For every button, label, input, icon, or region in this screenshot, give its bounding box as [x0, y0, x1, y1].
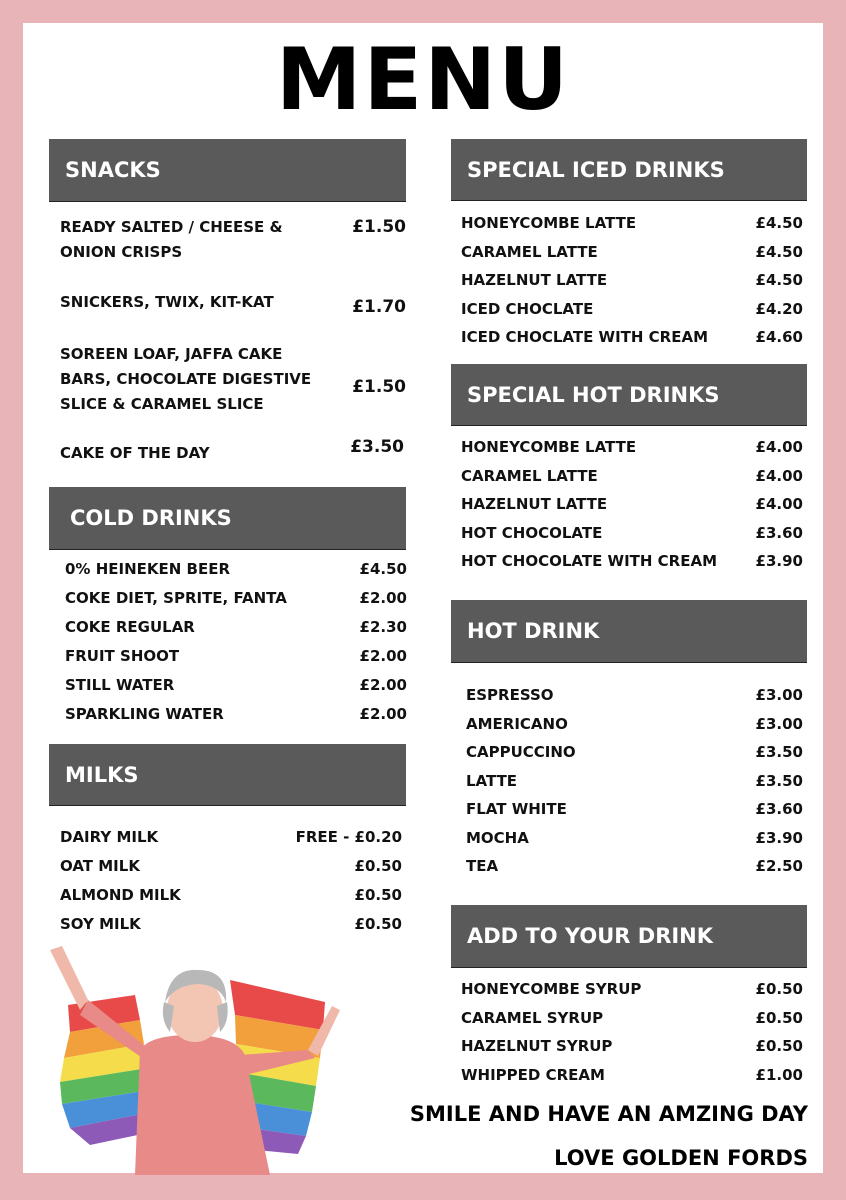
item-price: £2.50 [755, 857, 803, 875]
menu-item [461, 552, 803, 581]
item-price: £1.70 [352, 297, 406, 317]
menu-item [466, 857, 803, 886]
item-name: HOT CHOCOLATE [461, 523, 603, 542]
item-price: £3.60 [755, 800, 803, 818]
item-name: HAZELNUT LATTE [461, 495, 608, 514]
item-name: STILL WATER [65, 676, 175, 694]
menu-item [466, 800, 803, 829]
item-price: £2.00 [359, 589, 407, 607]
item-price: £3.60 [755, 523, 803, 542]
item-name: SNICKERS, TWIX, KIT-KAT [60, 293, 274, 311]
item-price: £1.00 [755, 1066, 803, 1085]
menu-item [461, 271, 803, 300]
item-price: £3.50 [755, 771, 803, 790]
item-name: HONEYCOMBE LATTE [461, 214, 637, 232]
item-price: £4.50 [755, 242, 803, 261]
item-price: £3.50 [755, 743, 803, 761]
item-price: £4.00 [755, 495, 803, 514]
item-price: £4.60 [755, 328, 803, 347]
item-name: ICED CHOCLATE [461, 299, 594, 318]
item-price: £3.00 [755, 686, 803, 704]
item-price: £4.00 [755, 466, 803, 485]
menu-item [461, 1037, 803, 1066]
menu-item [60, 886, 402, 915]
menu-item [466, 829, 803, 858]
special-hot-list [461, 438, 803, 581]
menu-item [65, 618, 407, 647]
item-price: £2.00 [359, 705, 407, 723]
item-price: £4.50 [755, 271, 803, 290]
item-price: FREE - £0.20 [295, 828, 402, 846]
item-name: WHIPPED CREAM [461, 1066, 605, 1085]
special-hot-header [451, 364, 807, 426]
milks-list [60, 828, 402, 944]
menu-item [65, 647, 407, 676]
item-name: HAZELNUT LATTE [461, 271, 608, 290]
menu-item [461, 1009, 803, 1038]
item-name: COKE DIET, SPRITE, FANTA [65, 589, 287, 607]
item-name: HONEYCOMBE SYRUP [461, 980, 642, 998]
rainbow-flag-illustration [40, 940, 350, 1175]
item-name: MOCHA [466, 828, 529, 847]
item-price: £2.30 [359, 618, 407, 636]
cold-drinks-list [65, 560, 407, 734]
item-name: ALMOND MILK [60, 886, 181, 904]
menu-item [65, 676, 407, 705]
milks-heading: MILKS [65, 762, 139, 787]
item-name: CAKE OF THE DAY [60, 444, 210, 462]
menu-item [60, 828, 402, 857]
item-name: FLAT WHITE [466, 800, 567, 818]
menu-item [466, 772, 803, 801]
menu-item [461, 524, 803, 553]
item-name: CAPPUCCINO [466, 743, 576, 761]
item-price: £3.00 [755, 714, 803, 733]
item-name: ICED CHOCLATE WITH CREAM [461, 328, 709, 347]
item-price: £1.50 [352, 377, 406, 397]
cold-drinks-header [49, 487, 406, 550]
item-name: SOREEN LOAF, JAFFA CAKE BARS, CHOCOLATE DIGESTIVE SLICE & CARAMEL SLICE [60, 345, 312, 413]
item-name: TEA [466, 857, 499, 875]
menu-item [466, 686, 803, 715]
special-iced-heading: SPECIAL ICED DRINKS [467, 157, 725, 182]
item-name: 0% HEINEKEN BEER [65, 560, 230, 578]
item-price: £4.50 [359, 560, 407, 578]
item-name: HAZELNUT SYRUP [461, 1037, 613, 1056]
special-iced-header [451, 139, 807, 201]
item-name: HONEYCOMBE LATTE [461, 438, 637, 456]
item-name: SOY MILK [60, 915, 141, 933]
item-name: DAIRY MILK [60, 828, 159, 846]
menu-item [461, 328, 803, 357]
snacks-header [49, 139, 406, 202]
item-name: CARAMEL LATTE [461, 242, 598, 261]
item-price: £0.50 [755, 1008, 803, 1027]
hot-drink-header [451, 600, 807, 663]
item-price: £0.50 [755, 980, 803, 998]
menu-item [461, 495, 803, 524]
item-name: COKE REGULAR [65, 618, 195, 636]
item-price: £4.00 [755, 438, 803, 456]
add-to-drink-list [461, 980, 803, 1095]
item-price: £2.00 [359, 676, 407, 694]
item-name: CARAMEL SYRUP [461, 1008, 604, 1027]
hot-drink-heading: HOT DRINK [467, 619, 600, 643]
item-price: £0.50 [354, 886, 402, 904]
footer-tagline: SMILE AND HAVE AN AMZING DAY [409, 1102, 808, 1126]
milks-header [49, 744, 406, 806]
add-to-drink-heading: ADD TO YOUR DRINK [467, 924, 714, 948]
item-price: £3.90 [755, 552, 803, 571]
menu-item [65, 560, 407, 589]
item-name: HOT CHOCOLATE WITH CREAM [461, 552, 718, 571]
item-price: £0.50 [354, 915, 402, 933]
menu-item [461, 980, 803, 1009]
footer-signature: LOVE GOLDEN FORDS [554, 1146, 808, 1170]
special-iced-list [461, 214, 803, 357]
menu-item [65, 589, 407, 618]
special-hot-heading: SPECIAL HOT DRINKS [467, 382, 720, 407]
item-name: AMERICANO [466, 714, 568, 733]
menu-item [466, 715, 803, 744]
menu-item [461, 438, 803, 467]
item-name: FRUIT SHOOT [65, 647, 180, 665]
item-name: LATTE [466, 771, 518, 790]
item-price: £0.50 [755, 1037, 803, 1056]
add-to-drink-header [451, 905, 807, 968]
item-price: £3.90 [755, 828, 803, 847]
item-name: READY SALTED / CHEESE & ONION CRISPS [60, 218, 283, 261]
hot-drink-list [466, 686, 803, 886]
snacks-heading: SNACKS [65, 158, 161, 182]
menu-item [461, 467, 803, 496]
item-name: CARAMEL LATTE [461, 466, 598, 485]
menu-title: MENU [275, 30, 571, 130]
item-price: £3.50 [350, 437, 404, 457]
menu-item [60, 857, 402, 886]
item-price: £0.50 [354, 857, 402, 875]
item-name: SPARKLING WATER [65, 705, 224, 723]
cold-drinks-heading: COLD DRINKS [70, 506, 232, 530]
item-price: £1.50 [352, 217, 406, 237]
menu-item [461, 1066, 803, 1095]
menu-item [461, 300, 803, 329]
item-price: £4.20 [755, 299, 803, 318]
item-name: OAT MILK [60, 857, 140, 875]
menu-item [466, 743, 803, 772]
item-name: ESPRESSO [466, 686, 554, 704]
menu-item [65, 705, 407, 734]
item-price: £4.50 [755, 214, 803, 232]
item-price: £2.00 [359, 647, 407, 665]
menu-item [461, 214, 803, 243]
menu-item [461, 243, 803, 272]
